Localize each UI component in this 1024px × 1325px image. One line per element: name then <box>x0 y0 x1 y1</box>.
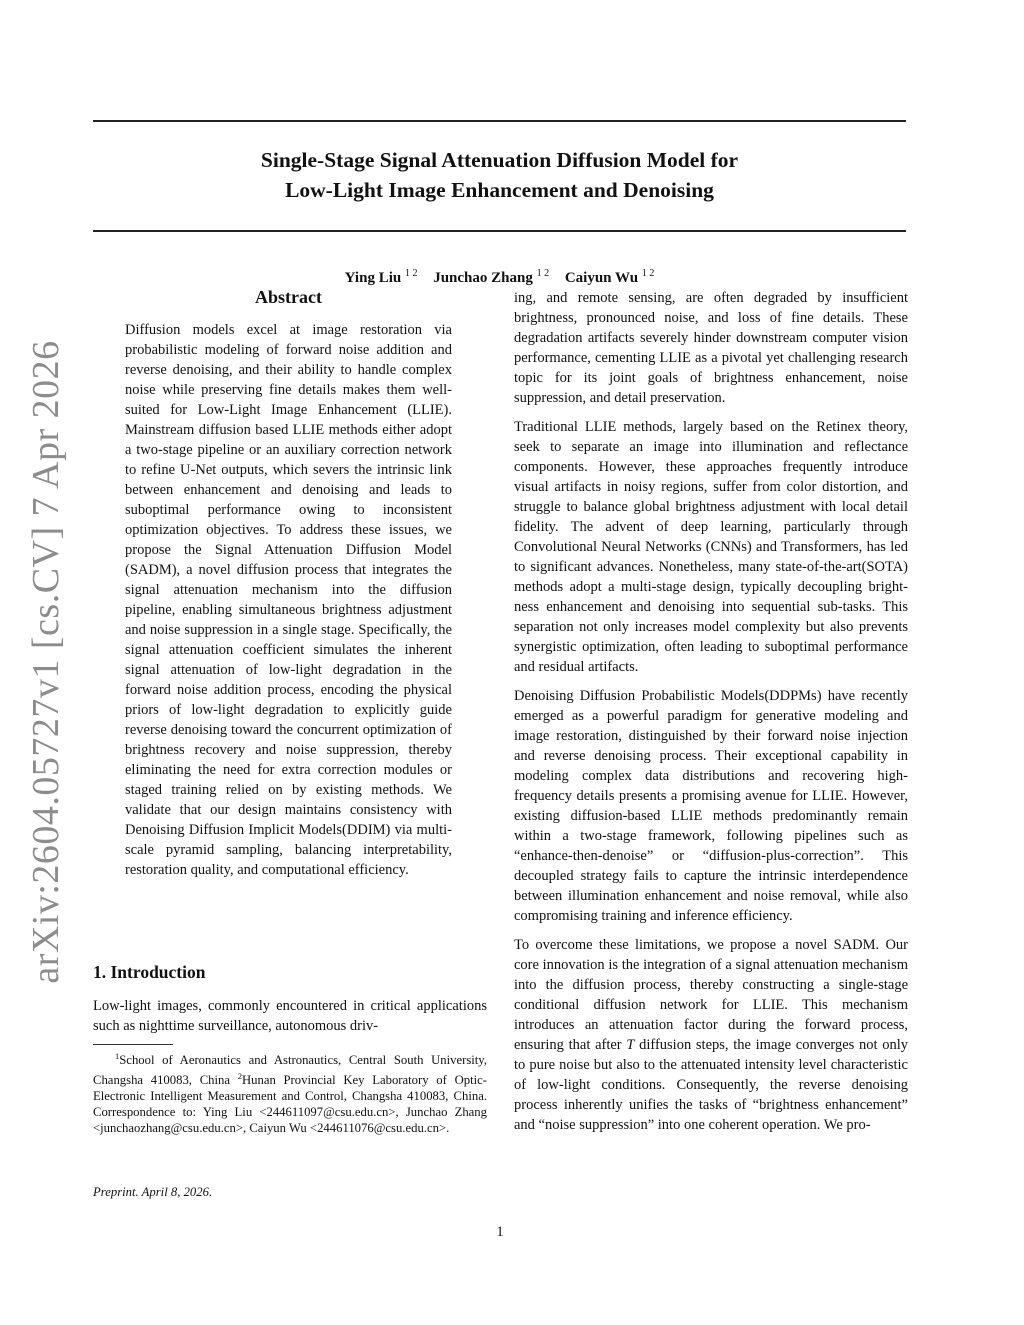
paragraph-2: Traditional LLIE methods, largely based on the Retinex theory, seek to separate an image into illumination and reflectance components. However, these approaches frequently introduce visual artifacts in noisy regions, suffer from color distortion, and struggle to balance global brightness adjustment with local detail fidelity. The advent of deep learning, particularly through Convolutional Neural Networks (CNNs) and Transformers, has led to significant advances. Nonetheless, many state-of-the-art(SOTA) methods adopt a multi-stage design, typically decoupling brightness enhancement and denoising into sequential sub-tasks. This separation not only increases model complexity but also prevents synergistic optimization, often leading to suboptimal performance and residual artifacts. <box>514 419 908 675</box>
paragraph-1: ing, and remote sensing, are often degraded by insufficient brightness, pronounced noise, and loss of fine details. These degradation artifacts severely hinder downstream computer vision performance, cementing LLIE as a pivotal yet challenging research topic for its joint goals of brightness enhancement, noise suppression, and detail preservation. <box>514 290 908 406</box>
author-2: Junchao Zhang $^{1 2}$ <box>433 268 550 286</box>
affiliation-footnote: $^1$School of Aeronautics and Astronautics, Central South University, Changsha 410083, China $^2$Hunan Provincial Key Laboratory of Optic-Electronic Intelligent Measurement and Control, Changsha 410083, China. Correspondence to: Ying Liu <244611097@csu.edu.cn>, Junchao Zhang <junchaozhang@csu.edu.cn>, Caiyun Wu <244611076@csu.edu.cn>. <box>93 1051 487 1136</box>
author-list <box>93 264 906 288</box>
arxiv-watermark: arXiv:2604.05727v1 [cs.CV] 7 Apr 2026 <box>25 340 67 984</box>
author-3: Caiyun Wu $^{1 2}$ <box>564 268 655 286</box>
footnote-rule <box>93 1044 173 1045</box>
top-rule <box>93 120 906 122</box>
paper-title <box>93 145 906 205</box>
paragraph-4: To overcome these limitations, we propose a novel SADM. Our core innovation is the integration of a signal attenuation mechanism into the diffusion process, thereby constructing a single-stage conditional diffusion network for LLIE. This mechanism introduces an attenuation factor during the forward process, ensuring that after T diffusion steps, the image converges not only to pure noise but also to the attenuated intensity level characteristic of low-light conditions. Consequently, the reverse denoising process inherently unifies the tasks of “brightness enhancement” and “noise suppression” into one coherent operation. We pro- <box>514 937 908 1133</box>
introduction-left-text: Low-light images, commonly encountered in critical applications such as nighttime surveillance, autonomous driv- <box>93 998 487 1034</box>
title-line-2: Low-Light Image Enhancement and Denoising <box>285 178 714 202</box>
abstract-heading: Abstract <box>255 287 322 307</box>
author-1: Ying Liu $^{1 2}$ <box>344 268 418 286</box>
abstract-body: Diffusion models excel at image restoration via probabilistic modeling of forward noise addition and reverse denoising, and their ability to handle complex noise while preserving fine details makes them well-suited for Low-Light Image Enhancement (LLIE). Mainstream diffusion based LLIE methods either adopt a two-stage pipeline or an auxiliary correction network to refine U-Net outputs, which severs the intrinsic link between enhancement and denoising and leads to suboptimal performance owing to inconsistent optimization objectives. To address these issues, we propose the Signal Attenuation Diffusion Model (SADM), a novel diffusion process that integrates the signal attenuation mechanism into the diffusion pipeline, enabling simultaneous brightness adjustment and noise suppression in a single stage. Specifically, the signal attenuation coefficient simulates the inherent signal attenuation of low-light degradation in the forward noise addition process, encoding the physical priors of low-light degradation to explicitly guide reverse denoising toward the concurrent optimization of brightness recovery and noise suppression, thereby eliminating the need for extra correction modules or staged training relied on by existing methods. We validate that our design maintains consistency with Denoising Diffusion Implicit Models(DDIM) via multi-scale pyramid sampling, balancing interpretability, restoration quality, and computational efficiency. <box>125 322 452 878</box>
bottom-title-rule <box>93 230 906 232</box>
title-line-1: Single-Stage Signal Attenuation Diffusion Model for <box>260 148 739 172</box>
paragraph-3: Denoising Diffusion Probabilistic Models(DDPMs) have recently emerged as a powerful paradigm for generative modeling and image restoration, distinguished by their forward noise injection and reverse denoising process. Their exceptional capability in modeling complex data distributions and recovering high-frequency details presents a promising avenue for LLIE. However, existing diffusion-based LLIE methods predominantly remain within a two-stage framework, following pipelines such as “enhance-then-denoise” or “diffusion-plus-correction”. This decoupled strategy fails to capture the intrinsic interdependence between illumination enhancement and noise removal, while also compromising training and inference efficiency. <box>514 688 908 924</box>
introduction-heading: 1. Introduction <box>93 962 206 982</box>
page-number: 1 <box>496 1224 504 1240</box>
preprint-note: Preprint. April 8, 2026. <box>93 1185 213 1199</box>
right-column <box>514 288 908 1144</box>
